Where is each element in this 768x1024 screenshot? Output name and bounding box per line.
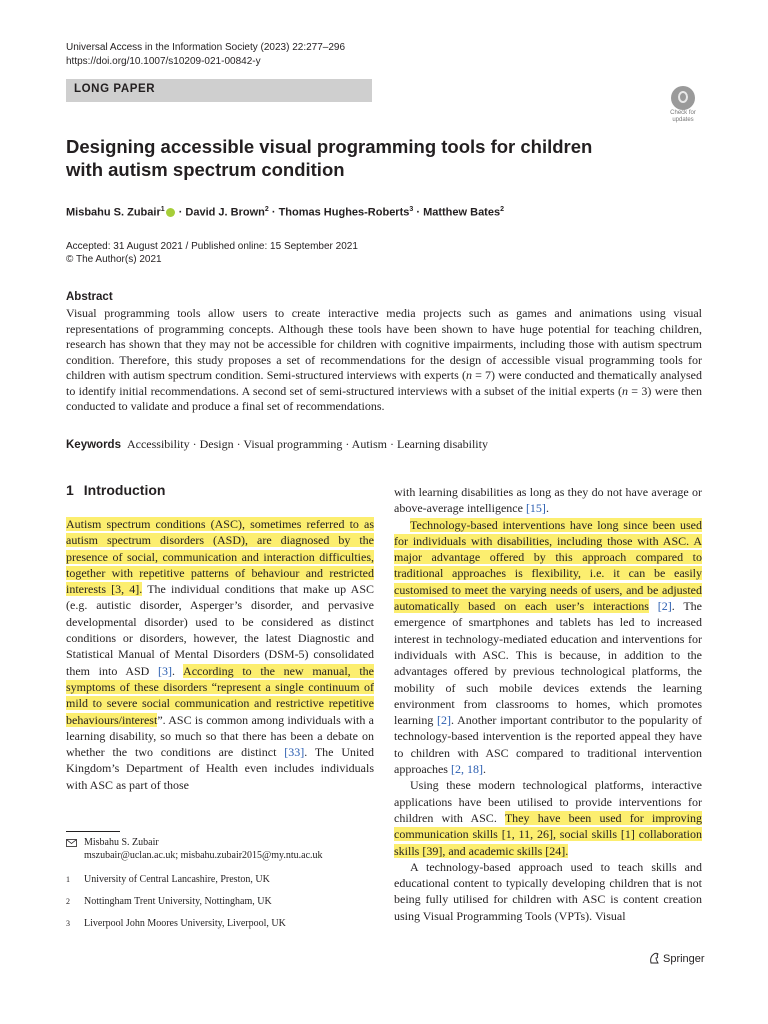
copyright-line: © The Author(s) 2021 [66,254,162,265]
affiliation-number: 1 [66,875,70,884]
article-type-label: LONG PAPER [74,83,156,95]
author-name: David J. Brown [185,206,265,219]
author-separator: · [413,206,424,219]
affiliation-number: 3 [66,919,70,928]
publisher-mark [648,952,705,966]
right-paragraph [394,859,702,924]
highlighted-text: They have been used for improving communication skills [1, 11, 26], social skills [1] collaboration skills [39], and academic skills [24]. [394,810,702,858]
affiliation-text: Liverpool John Moores University, Liverpool, UK [84,918,286,929]
body-text: The individual conditions that make up ASC (e.g. autistic disorder, Asperger’s disorder, and pervasive developmental disorder) used to be considered as distinct conditions or disorders, however, the latest Diagnostic and Statistical Manual of Mental Disorders (DSM-5) consolidated them into ASD [66,582,374,678]
highlighted-text: Autism spectrum conditions (ASC), sometimes referred to as autism spectrum disorders (ASD), are diagnosed by the presence of social, communication and interaction difficulties, together with repetitive patterns of behaviour and restricted interests [3, 4]. [66,517,374,597]
affiliation-row [66,873,376,886]
abstract-heading: Abstract [66,291,113,303]
abstract-text: Visual programming tools allow users to create interactive media projects such as games and animations using visual representations of programming concepts. Although these tools have been shown to have huge potential for teaching children, research has shown that they may not be accessible for children with cognitive impairments, including those with autism spectrum condition. Therefore, this study proposes a set of recommendations for the design of accessible visual programming tools for children with autism spectrum condition. Semi-structured interviews with experts (n = 7) were conducted and thematically analysed to identify initial recommendations. A second set of semi-structured interviews with a subset of the initial experts (n = 3) were then conducted to validate and produce a final set of recommendations. [66,306,703,413]
citation-link[interactable]: [2] [657,599,672,614]
author-affiliation-mark: 3 [409,206,414,213]
affiliation-text: Nottingham Trent University, Nottingham, UK [84,896,272,907]
right-paragraph [394,517,702,778]
body-text: . Another important contributor to the popularity of technology-based intervention is the reported appeal they have to children with ASC compared to traditional intervention approaches [394,713,702,777]
citation-link[interactable]: [3] [158,663,173,678]
doi-link[interactable]: https://doi.org/10.1007/s10209-021-00842-y [66,56,261,67]
right-paragraph [394,484,702,517]
body-text: A technology-based approach used to teach skills and educational content to typically developing children that is not being fully utilised for children with ASC is content creation using Visual Programming Tools (VPTs). Visual [394,859,702,923]
body-text: . [482,762,486,777]
journal-header [66,41,345,69]
left-paragraph [66,516,374,793]
right-column [394,484,702,924]
crossmark-icon [671,86,695,110]
footnotes [66,836,376,939]
highlighted-text: Technology-based interventions have long since been used for individuals with disabilities, including those with ASC. A major advantage offered by this approach compared to traditional approaches is flexibility, i.e. it can be easily customised to meet the varying needs of users, and be adjusted automatically based on each user’s interactions [394,517,702,614]
affiliation-number: 2 [66,897,70,906]
author-name: Misbahu S. Zubair [66,206,161,219]
affiliation-row [66,917,376,930]
author-name: Matthew Bates [423,206,501,219]
corresponding-name: Misbahu S. Zubair [84,837,159,848]
body-text: Using these modern technological platforms, interactive applications have been utilised to provide interventions for children with ASC. [394,778,702,825]
section-title: Introduction [83,482,166,498]
footnote-divider [66,831,120,832]
body-text [649,599,658,613]
keywords-text: Accessibility · Design · Visual programming · Autism · Learning disability [126,437,488,451]
affiliation-text: University of Central Lancashire, Preston, UK [84,874,270,885]
citation-link[interactable]: [15] [525,501,546,516]
left-column [66,516,374,793]
orcid-icon[interactable] [166,208,175,217]
corresponding-emails[interactable]: mszubair@uclan.ac.uk; misbahu.zubair2015@my.ntu.ac.uk [84,850,323,861]
paper-title: Designing accessible visual programming tools for children with autism spectrum condition [66,136,593,180]
highlighted-text: According to the new manual, the symptoms of these disorders “represent a single continuum of mild to severe social communication and restrictive repetitive behaviours/interest [66,663,374,727]
right-paragraph [394,777,702,858]
corresponding-author [66,836,376,862]
section-number: 1 [66,482,74,498]
publisher-name: Springer [663,953,705,965]
author-affiliation-mark: 2 [500,206,504,213]
body-text: . The United Kingdom’s Department of Health even includes individuals with ASC as part of those [66,745,374,792]
check-for-updates-badge[interactable] [664,86,702,124]
check-for-line1: Check for [670,110,696,116]
keywords-label: Keywords [66,439,121,451]
author-separator: · [175,206,186,219]
author-affiliation-mark: 1 [160,206,165,213]
author-separator: · [268,206,279,219]
body-text: . The emergence of smartphones and tablets has led to increased interest in technology-mediated education and interventions for individuals with ASC. This is because, in addition to the advantages offered by previous technological platforms, the mobility of such mobile devices extends the learning environment from classrooms to homes, which promotes learning [394,599,703,728]
accepted-published-line: Accepted: 31 August 2021 / Published online: 15 September 2021 [66,241,358,252]
journal-citation: Universal Access in the Information Society (2023) 22:277–296 [66,42,346,53]
body-text: with learning disabilities as long as they do not have average or above-average intelligence [394,485,702,516]
article-type-banner [66,79,372,102]
section-heading [66,482,165,498]
body-text: . [172,663,184,678]
envelope-icon [66,839,77,847]
citation-link[interactable]: [2] [437,713,452,728]
springer-horse-icon [648,952,660,964]
body-text: ”. ASC is common among individuals with a learning disability, so much so that there has been a debate on whether the two conditions are distinct [66,712,374,760]
keywords [66,437,706,453]
author-name: Thomas Hughes-Roberts [278,206,410,219]
body-text: . [545,501,549,516]
author-affiliation-mark: 2 [264,206,269,213]
citation-link[interactable]: [33] [284,745,305,760]
author-list [66,203,504,220]
affiliation-row [66,895,376,908]
publication-dates [66,240,358,266]
check-updates-line2: updates [672,117,694,123]
affiliations [66,873,376,930]
citation-link[interactable]: [2, 18] [450,762,483,777]
